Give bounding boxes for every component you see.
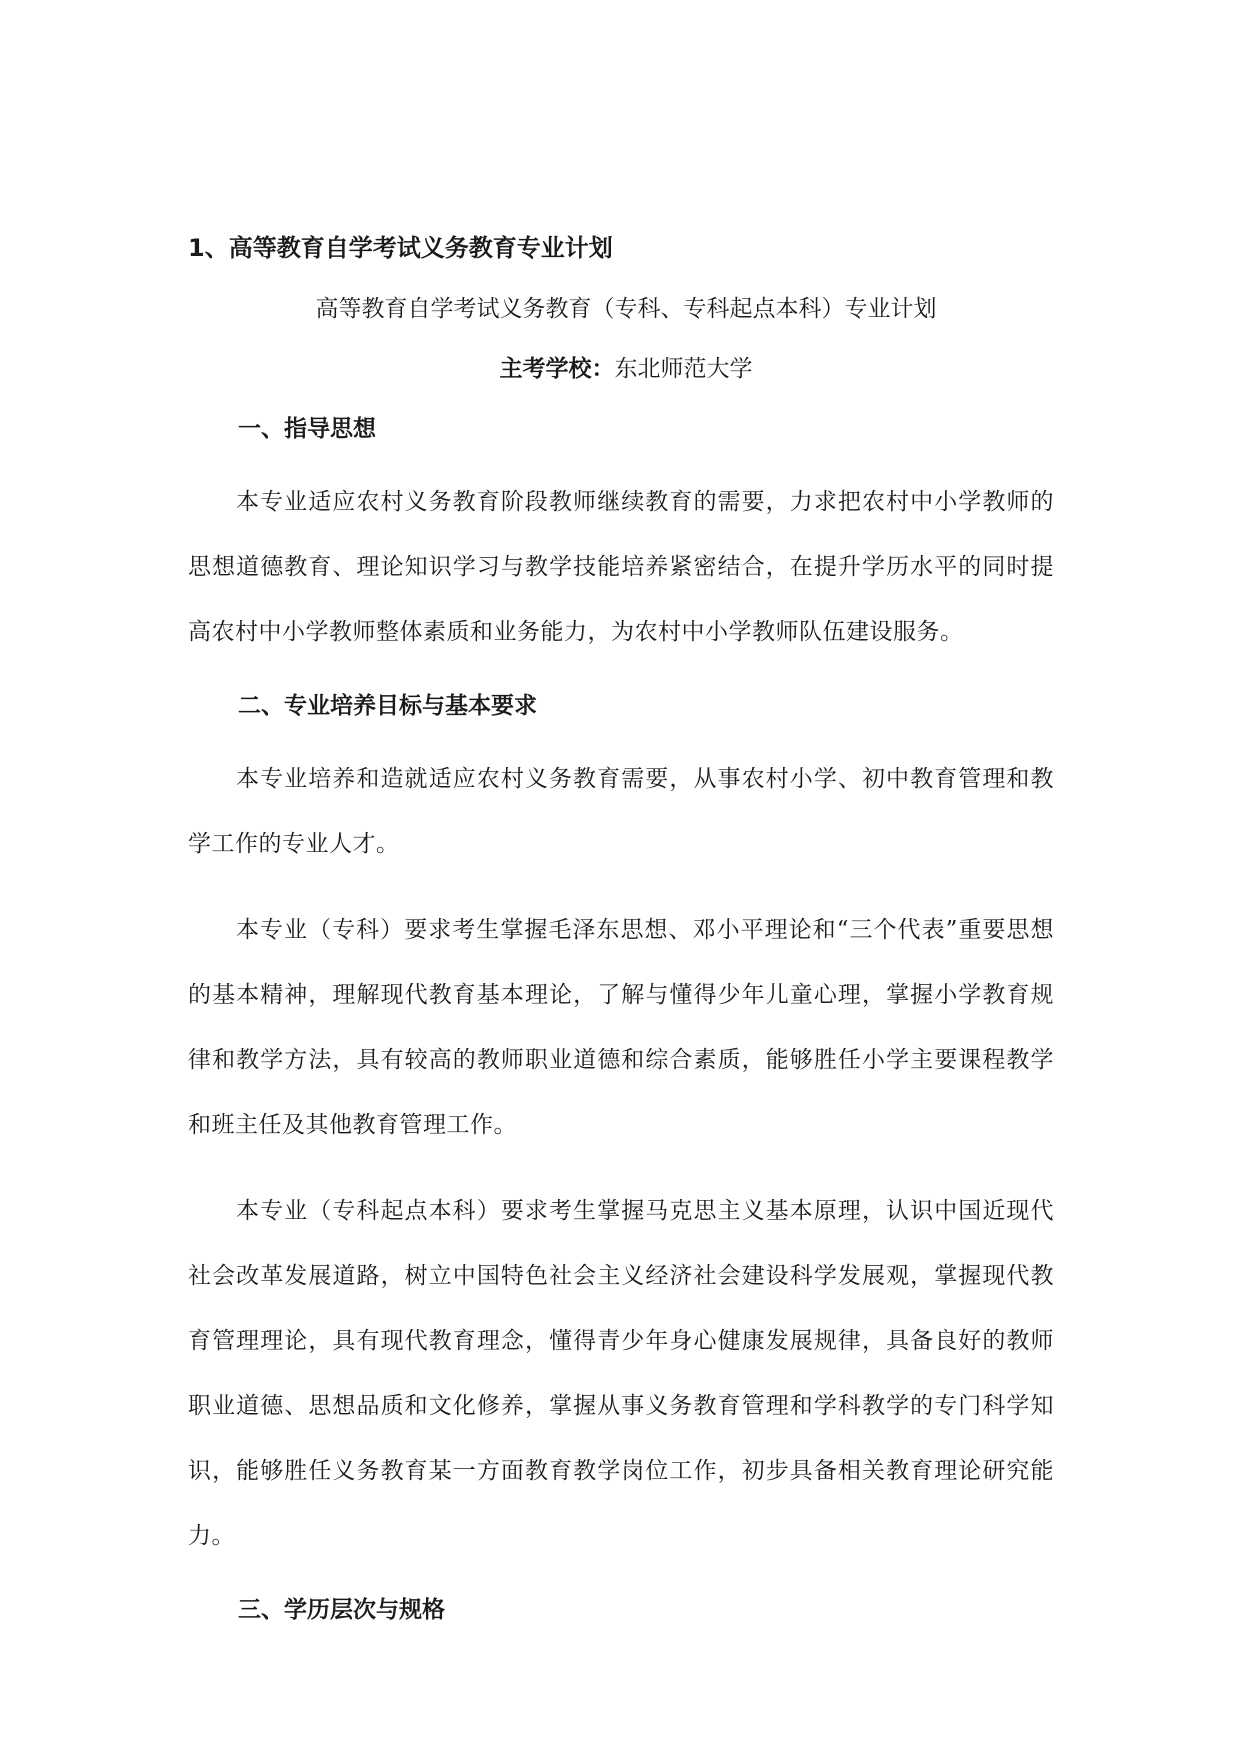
section-heading-training-goals: 二、专业培养目标与基本要求 [238, 693, 537, 719]
document-body [188, 228, 1054, 1630]
section-heading-guiding-ideology: 一、指导思想 [238, 416, 376, 442]
section-2-paragraph-2: 本专业（专科）要求考生掌握毛泽东思想、邓小平理论和“三个代表”重要思想的基本精神，理解现代教育基本理论，了解与懂得少年儿童心理，掌握小学教育规律和教学方法，具有较高的教师职业道德和综合素质，能够胜任小学主要课程教学和班主任及其他教育管理工作。 [188, 917, 1054, 1138]
main-heading: 1、高等教育自学考试义务教育专业计划 [188, 234, 613, 262]
section-heading-education-levels: 三、学历层次与规格 [238, 1597, 445, 1623]
host-school-line [188, 349, 1054, 389]
host-school-name: 东北师范大学 [614, 356, 753, 382]
section-1-paragraph: 本专业适应农村义务教育阶段教师继续教育的需要，力求把农村中小学教师的思想道德教育、理论知识学习与教学技能培养紧密结合，在提升学历水平的同时提高农村中小学教师整体素质和业务能力，为农村中小学教师队伍建设服务。 [188, 489, 1054, 645]
host-school-label: 主考学校： [499, 356, 615, 382]
section-2-paragraph-3: 本专业（专科起点本科）要求考生掌握马克思主义基本原理，认识中国近现代社会改革发展道路，树立中国特色社会主义经济社会建设科学发展观，掌握现代教育管理理论，具有现代教育理念，懂得青少年身心健康发展规律，具备良好的教师职业道德、思想品质和文化修养，掌握从事义务教育管理和学科教学的专门科学知识，能够胜任义务教育某一方面教育教学岗位工作，初步具备相关教育理论研究能力。 [188, 1198, 1054, 1549]
document-subtitle: 高等教育自学考试义务教育（专科、专科起点本科）专业计划 [315, 296, 937, 322]
section-2-paragraph-1: 本专业培养和造就适应农村义务教育需要，从事农村小学、初中教育管理和教学工作的专业人才。 [188, 766, 1054, 857]
